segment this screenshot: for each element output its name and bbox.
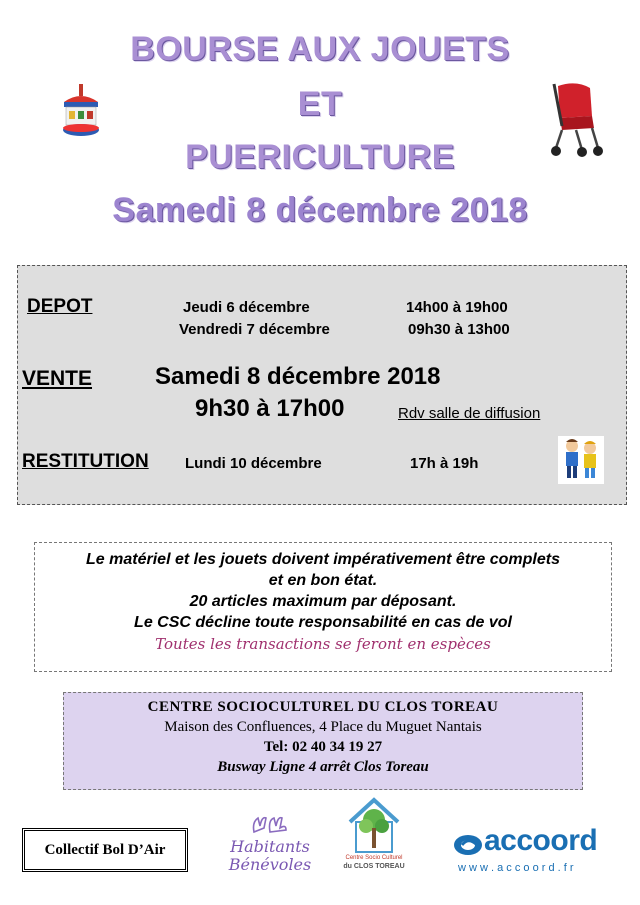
accoord-swirl-icon <box>452 832 484 858</box>
csc-clos-toreau-logo <box>336 796 412 880</box>
notice-cash-only: Toutes les transactions se feront en espèces <box>155 635 491 653</box>
notice-line-1: Le matériel et les jouets doivent impérativement être complets <box>86 551 560 568</box>
vente-hours: 9h30 à 17h00 <box>195 395 345 422</box>
csc-logo-line-1: Centre Socio Culturel <box>345 855 403 861</box>
depot-label: DEPOT <box>27 296 93 317</box>
restitution-day: Lundi 10 décembre <box>185 455 322 472</box>
title-line-1: BOURSE AUX JOUETS <box>130 30 510 68</box>
csc-logo-line-2: du CLOS TOREAU <box>343 863 405 870</box>
depot-hours-1: 14h00 à 19h00 <box>406 299 508 316</box>
vente-label: VENTE <box>22 367 93 390</box>
collectif-bol-dair-box: Collectif Bol D’Air <box>22 828 188 872</box>
accoord-url: w w w . a c c o o r d . f r <box>458 862 574 874</box>
playmobil-figures-icon <box>558 436 604 484</box>
centre-phone: Tel: 02 40 34 19 27 <box>263 739 383 755</box>
notice-line-3: 20 articles maximum par déposant. <box>189 593 457 610</box>
accoord-wordmark: accoord <box>484 824 598 857</box>
restitution-hours: 17h à 19h <box>410 455 479 472</box>
house-tree-logo-icon <box>344 796 404 854</box>
notice-line-2: et en bon état. <box>268 572 378 589</box>
depot-day-2: Vendredi 7 décembre <box>179 321 330 338</box>
habitants-benevoles-logo <box>222 812 318 884</box>
notice-line-4: Le CSC décline toute responsabilité en cas de vol <box>134 614 512 631</box>
rules-notice <box>34 542 612 672</box>
centre-street: Maison des Confluences, 4 Place du Muguet Nantais <box>164 719 482 735</box>
restitution-label: RESTITUTION <box>22 451 149 472</box>
event-date: Samedi 8 décembre 2018 <box>112 191 528 229</box>
vente-day: Samedi 8 décembre 2018 <box>155 363 441 390</box>
vente-place: Rdv salle de diffusion <box>398 405 541 422</box>
centre-name: CENTRE SOCIOCULTUREL DU CLOS TOREAU <box>147 699 499 715</box>
benevoles-text: Bénévoles <box>228 855 312 874</box>
habitants-text: Habitants <box>230 837 310 856</box>
depot-hours-2: 09h30 à 13h00 <box>408 321 510 338</box>
accoord-logo <box>450 826 616 878</box>
centre-transport: Busway Ligne 4 arrêt Clos Toreau <box>217 759 429 775</box>
address-box <box>63 692 583 790</box>
depot-day-1: Jeudi 6 décembre <box>183 299 310 316</box>
hands-icon <box>250 812 290 838</box>
schedule-box <box>17 265 627 505</box>
title-line-2: ET <box>297 85 343 123</box>
title-line-3: PUERICULTURE <box>185 138 455 176</box>
